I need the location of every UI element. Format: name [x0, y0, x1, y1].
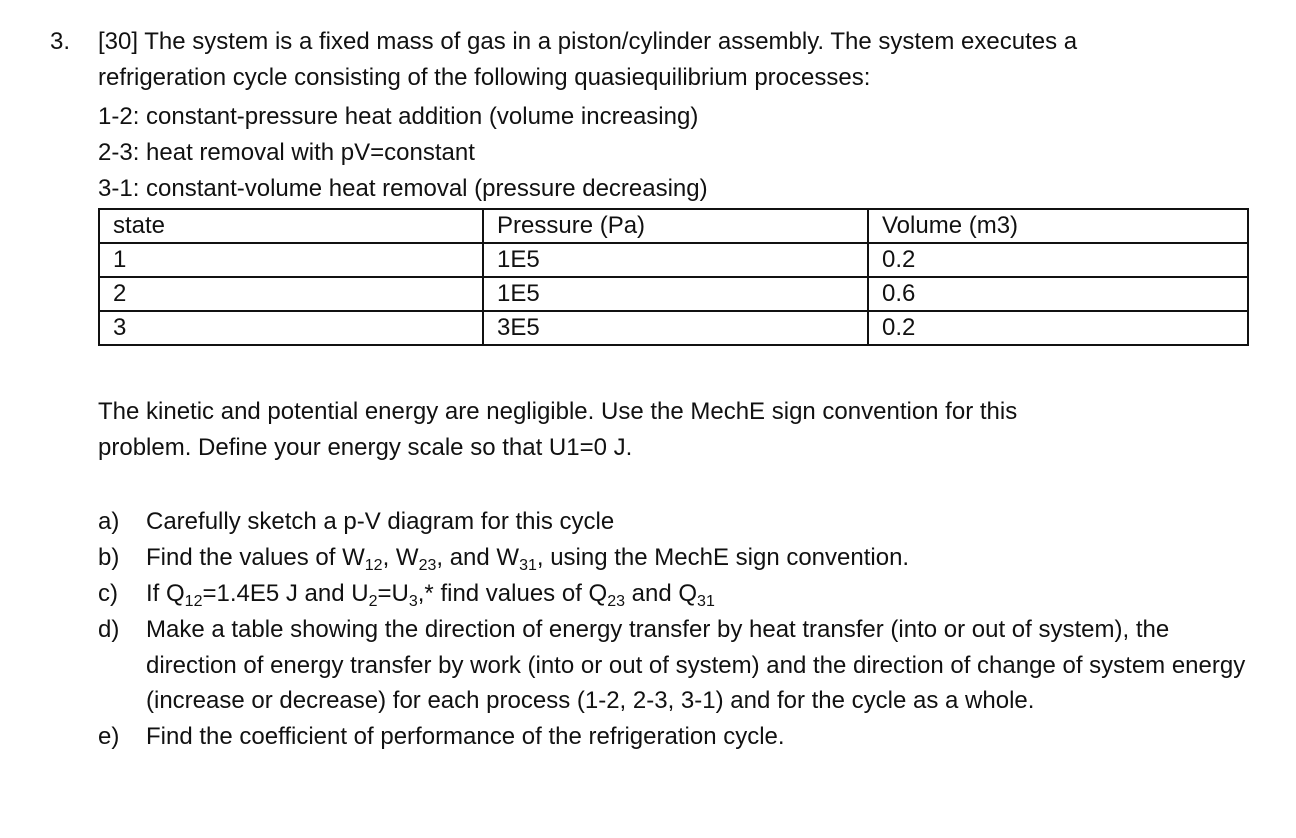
cell-volume: 0.2 [868, 311, 1248, 345]
subscript: 3 [408, 593, 418, 610]
process-2-3: 2-3: heat removal with pV=constant [98, 139, 475, 166]
table-row [99, 311, 1248, 345]
cell-pressure: 3E5 [483, 311, 868, 345]
header-state: state [99, 209, 483, 243]
part-b-text-segment: Find the values of W [146, 544, 365, 571]
part-b-label: b) [98, 544, 120, 571]
table-header-row [99, 209, 1248, 243]
part-e-text: Find the coefficient of performance of the refrigeration cycle. [146, 722, 785, 750]
part-e-label: e) [98, 722, 120, 750]
table-row [99, 277, 1248, 311]
part-a-label: a) [98, 508, 120, 535]
part-c-label: c) [98, 580, 118, 607]
subscript: 12 [364, 557, 383, 574]
question-intro-line-2: refrigeration cycle consisting of the following quasiequilibrium processes: [98, 64, 871, 91]
part-c [98, 576, 1278, 612]
part-c-text-segment: =1.4E5 J and U [202, 580, 369, 607]
question-intro-line-1: [30] The system is a fixed mass of gas in a piston/cylinder assembly. The system executes a [98, 28, 1078, 55]
part-d-label: d) [98, 616, 120, 643]
part-c-text-segment: and Q [625, 580, 698, 607]
part-c-text-segment: ,* find values of Q [417, 580, 608, 607]
subscript: 23 [607, 593, 625, 610]
cell-pressure: 1E5 [483, 277, 868, 311]
subscript: 31 [697, 593, 715, 610]
process-3-1: 3-1: constant-volume heat removal (pressure decreasing) [98, 175, 708, 202]
subscript: 12 [184, 593, 203, 610]
question-parts [98, 504, 1278, 755]
cell-state: 3 [99, 311, 483, 345]
part-c-text-segment: If Q [146, 580, 185, 607]
part-c-text [146, 576, 1278, 612]
part-d [98, 612, 1278, 719]
table-row [99, 243, 1248, 277]
cell-pressure: 1E5 [483, 243, 868, 277]
cell-state: 2 [99, 277, 483, 311]
part-a [98, 504, 1278, 540]
part-b-text-segment: , using the MechE sign convention. [536, 544, 910, 571]
part-b-text-segment: , and W [436, 544, 520, 571]
question-number: 3. [50, 28, 71, 55]
part-b [98, 540, 1278, 576]
info-line-2: problem. Define your energy scale so that U1=0 J. [98, 434, 633, 461]
part-b-text [146, 540, 1278, 576]
state-table [98, 208, 1249, 346]
subscript: 23 [418, 557, 437, 574]
cell-volume: 0.6 [868, 277, 1248, 311]
header-pressure: Pressure (Pa) [483, 209, 868, 243]
part-b-text-segment: , W [382, 544, 419, 571]
cell-volume: 0.2 [868, 243, 1248, 277]
header-volume: Volume (m3) [868, 209, 1248, 243]
subscript: 2 [368, 593, 378, 610]
part-a-text: Carefully sketch a p-V diagram for this cycle [146, 508, 615, 535]
part-c-text-segment: =U [377, 580, 409, 607]
process-1-2: 1-2: constant-pressure heat addition (volume increasing) [98, 103, 699, 130]
subscript: 31 [519, 557, 537, 574]
info-line-1: The kinetic and potential energy are negligible. Use the MechE sign convention for this [98, 398, 1018, 425]
part-d-text: Make a table showing the direction of energy transfer by heat transfer (into or out of system), the direction of energy transfer by work (into or out of system) and the direction of change of system energy (increase or decrease) for each process (1-2, 2-3, 3-1) and for the cycle as a whole. [146, 616, 1246, 714]
cell-state: 1 [99, 243, 483, 277]
part-e [98, 719, 1278, 755]
